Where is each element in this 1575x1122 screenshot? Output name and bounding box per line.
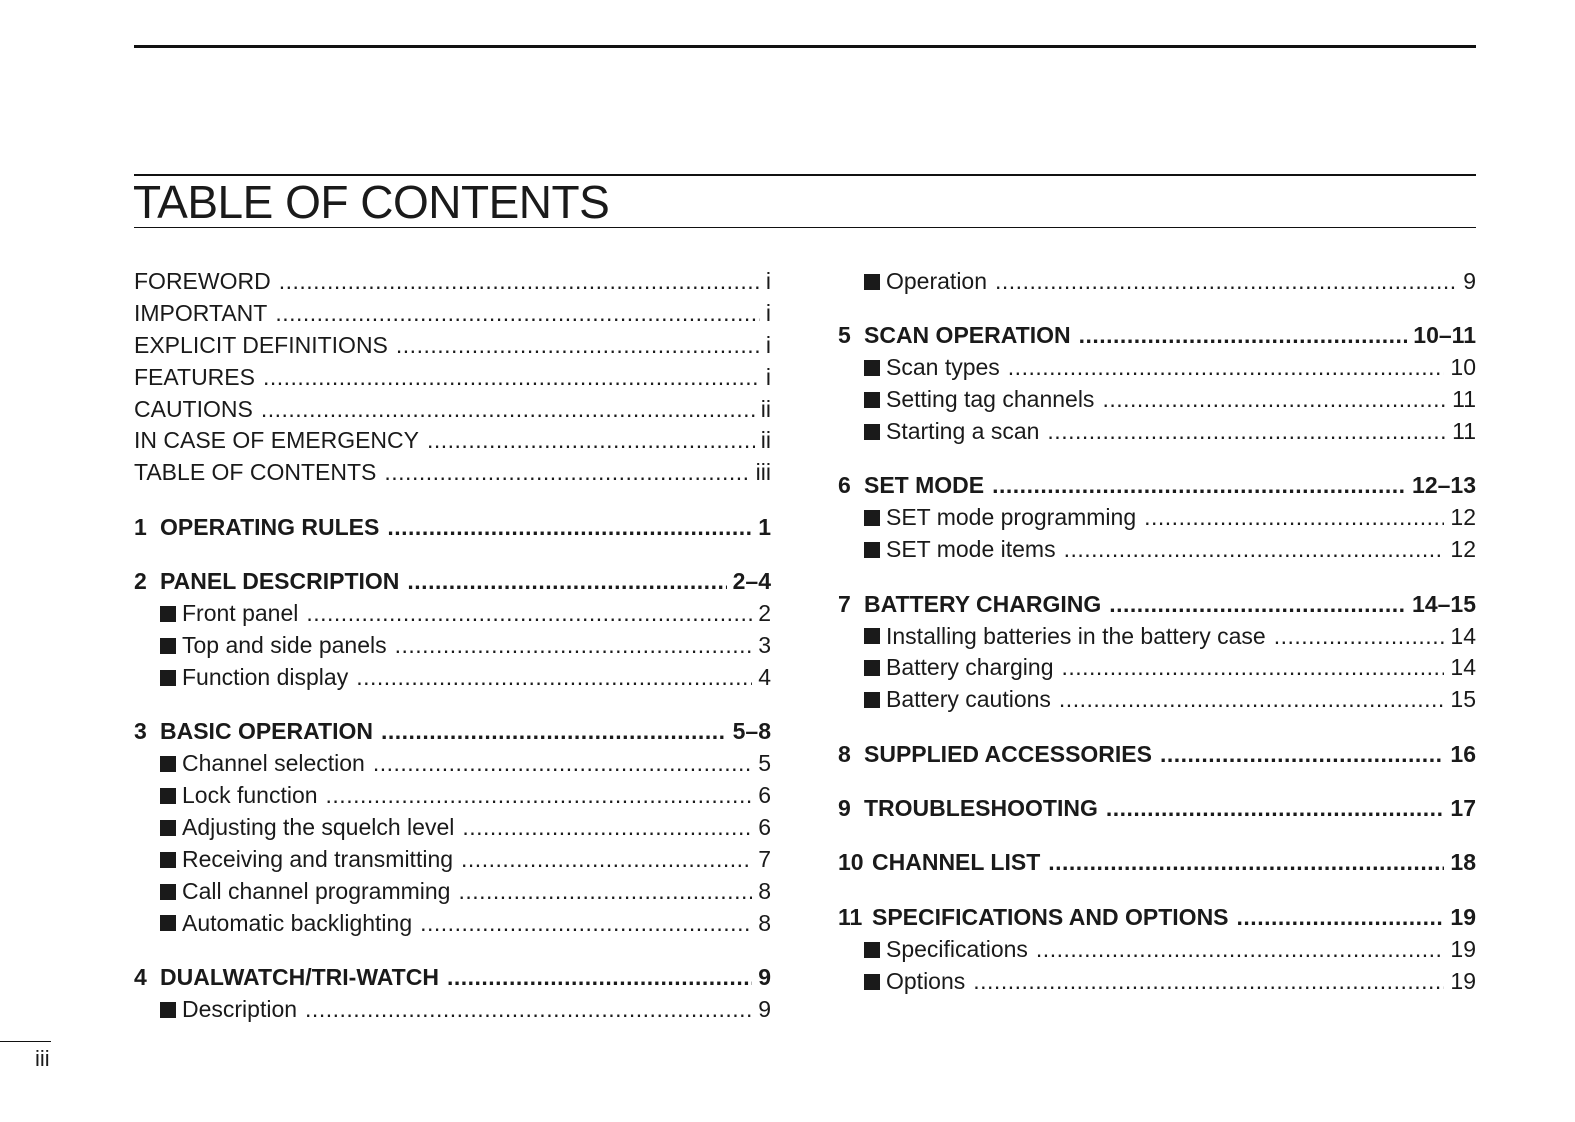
section-gap (134, 489, 771, 512)
section-gap (838, 879, 1476, 902)
square-bullet-icon (864, 942, 880, 958)
toc-chapter-entry[interactable] (838, 847, 1476, 879)
square-bullet-icon (864, 510, 880, 526)
section-gap (838, 716, 1476, 739)
dot-leader (1102, 384, 1446, 416)
section-gap (838, 448, 1476, 471)
square-bullet-icon (160, 915, 176, 931)
toc-entry-label: Function display (182, 663, 349, 690)
dot-leader (992, 470, 1406, 502)
toc-right-column (838, 266, 1476, 998)
dot-leader (407, 566, 726, 598)
dot-leader (1048, 847, 1444, 879)
toc-page-number: 19 (1450, 935, 1476, 962)
toc-chapter-entry[interactable] (134, 512, 771, 544)
toc-page-number: ii (760, 427, 771, 454)
square-bullet-icon (864, 628, 880, 644)
square-bullet-icon (160, 670, 176, 686)
toc-section-entry[interactable] (838, 534, 1476, 566)
chapter-number: 7 (838, 590, 851, 617)
toc-entry-label: SPECIFICATIONS AND OPTIONS (872, 903, 1229, 930)
toc-entry-label: Battery charging (886, 654, 1054, 681)
toc-page-number: 11 (1452, 386, 1476, 413)
toc-page-number: 14 (1450, 654, 1476, 681)
toc-entry-label: FEATURES (134, 363, 255, 390)
toc-section-entry[interactable] (134, 812, 771, 844)
toc-page-number: 4 (758, 663, 771, 690)
toc-chapter-entry[interactable] (838, 739, 1476, 771)
square-bullet-icon (160, 884, 176, 900)
toc-entry-label: FOREWORD (134, 268, 271, 294)
dot-leader (1079, 320, 1408, 352)
toc-page-number: 6 (758, 813, 771, 840)
toc-entry-label: BASIC OPERATION (160, 718, 373, 745)
toc-page-number: 17 (1450, 795, 1476, 822)
toc-page-number: 3 (758, 631, 771, 658)
square-bullet-icon (160, 1002, 176, 1018)
title-rule-bottom (134, 227, 1476, 228)
toc-page-number: i (765, 331, 771, 358)
toc-page-number: 9 (1463, 268, 1476, 294)
toc-entry-label: CHANNEL LIST (872, 849, 1041, 876)
toc-chapter-entry[interactable] (838, 320, 1476, 352)
dot-leader (447, 962, 752, 994)
toc-entry-label: BATTERY CHARGING (864, 590, 1102, 617)
toc-section-entry[interactable] (134, 630, 771, 662)
dot-leader (1047, 416, 1446, 448)
dot-leader (384, 457, 749, 489)
toc-page-number: 2 (758, 600, 771, 627)
toc-page-number: 7 (758, 845, 771, 872)
square-bullet-icon (864, 542, 880, 558)
square-bullet-icon (864, 660, 880, 676)
toc-page-number: ii (760, 395, 771, 422)
dot-leader (1274, 621, 1445, 653)
toc-entry-label: Setting tag channels (886, 386, 1095, 413)
dot-leader (381, 716, 727, 748)
toc-front-entry[interactable] (134, 394, 771, 426)
toc-front-entry[interactable] (134, 457, 771, 489)
toc-chapter-entry[interactable] (134, 716, 771, 748)
toc-section-entry[interactable] (838, 416, 1476, 448)
toc-entry-label: Front panel (182, 600, 299, 627)
toc-page-number: 16 (1450, 740, 1476, 767)
page-title: TABLE OF CONTENTS (133, 176, 610, 228)
dot-leader (1061, 652, 1444, 684)
toc-page-number: 14–15 (1412, 590, 1476, 617)
toc-entry-label: SET mode programming (886, 504, 1137, 531)
chapter-number: 3 (134, 718, 147, 745)
dot-leader (1144, 502, 1444, 534)
square-bullet-icon (160, 852, 176, 868)
square-bullet-icon (864, 274, 880, 290)
square-bullet-icon (160, 820, 176, 836)
square-bullet-icon (160, 606, 176, 622)
toc-page-number: 1 (758, 513, 771, 540)
toc-entry-label: Specifications (886, 935, 1028, 962)
toc-chapter-entry[interactable] (134, 566, 771, 598)
dot-leader (458, 876, 752, 908)
dot-leader (1237, 902, 1445, 934)
toc-page-number: 10–11 (1413, 322, 1476, 349)
square-bullet-icon (160, 788, 176, 804)
toc-page-number: 8 (758, 909, 771, 936)
toc-section-entry[interactable] (134, 994, 771, 1026)
dot-leader (356, 662, 752, 694)
toc-page-number: 10 (1450, 354, 1476, 381)
toc-section-entry[interactable] (134, 780, 771, 812)
toc-section-entry[interactable] (134, 908, 771, 940)
toc-chapter-entry[interactable] (838, 902, 1476, 934)
dot-leader (1109, 589, 1406, 621)
square-bullet-icon (864, 392, 880, 408)
chapter-number: 9 (838, 795, 851, 822)
dot-leader (279, 266, 760, 298)
toc-page-number: 18 (1450, 849, 1476, 876)
dot-leader (396, 330, 760, 362)
toc-entry-label: PANEL DESCRIPTION (160, 568, 400, 595)
toc-section-entry[interactable] (838, 934, 1476, 966)
toc-page-number: 8 (758, 877, 771, 904)
section-gap (838, 825, 1476, 848)
chapter-number: 1 (134, 513, 147, 540)
toc-entry-label: IN CASE OF EMERGENCY (134, 427, 419, 454)
toc-entry-label: Options (886, 967, 966, 994)
toc-entry-label: DUALWATCH/TRI-WATCH (160, 963, 439, 990)
toc-chapter-entry[interactable] (134, 962, 771, 994)
toc-entry-label: TABLE OF CONTENTS (134, 459, 377, 486)
section-gap (838, 771, 1476, 794)
toc-chapter-entry[interactable] (838, 793, 1476, 825)
toc-section-entry[interactable] (134, 662, 771, 694)
square-bullet-icon (160, 638, 176, 654)
footer-rule (0, 1041, 51, 1042)
dot-leader (461, 844, 752, 876)
dot-leader (1160, 739, 1444, 771)
toc-entry-label: Call channel programming (182, 877, 451, 904)
toc-section-entry[interactable] (134, 598, 771, 630)
toc-left-column (134, 266, 771, 1026)
chapter-number: 6 (838, 472, 851, 499)
toc-entry-label: Starting a scan (886, 418, 1040, 445)
dot-leader (1036, 934, 1444, 966)
square-bullet-icon (864, 360, 880, 376)
toc-entry-label: IMPORTANT (134, 299, 268, 326)
toc-entry-label: Automatic backlighting (182, 909, 413, 936)
chapter-number: 11 (838, 903, 863, 930)
toc-entry-label: TROUBLESHOOTING (864, 795, 1098, 822)
toc-page-number: 12–13 (1412, 472, 1476, 499)
section-gap (134, 544, 771, 567)
toc-page-number: 2–4 (732, 568, 771, 595)
toc-page-number: 11 (1452, 418, 1476, 445)
section-gap (134, 694, 771, 717)
header-rule (134, 45, 1476, 48)
dot-leader (263, 362, 760, 394)
toc-section-entry[interactable] (134, 844, 771, 876)
dot-leader (387, 512, 752, 544)
toc-entry-label: Description (182, 995, 298, 1022)
toc-front-entry[interactable] (134, 425, 771, 457)
toc-entry-label: Receiving and transmitting (182, 845, 454, 872)
dot-leader (1008, 352, 1445, 384)
chapter-number: 8 (838, 740, 851, 767)
section-gap (838, 298, 1476, 321)
toc-section-entry[interactable] (838, 266, 1476, 298)
toc-front-entry[interactable] (134, 362, 771, 394)
footer-page-number: iii (35, 1046, 50, 1071)
toc-section-entry[interactable] (838, 502, 1476, 534)
section-gap (838, 566, 1476, 589)
toc-page-number: i (765, 299, 771, 326)
toc-entry-label: SET MODE (864, 472, 985, 499)
toc-entry-label: EXPLICIT DEFINITIONS (134, 331, 388, 358)
toc-page-number: 6 (758, 781, 771, 808)
toc-section-entry[interactable] (838, 652, 1476, 684)
toc-section-entry[interactable] (838, 621, 1476, 653)
dot-leader (1064, 534, 1445, 566)
dot-leader (305, 994, 752, 1026)
toc-entry-label: SET mode items (886, 536, 1056, 563)
toc-entry-label: Top and side panels (182, 631, 387, 658)
toc-entry-label: Channel selection (182, 750, 365, 777)
dot-leader (1059, 684, 1444, 716)
square-bullet-icon (160, 756, 176, 772)
chapter-number: 4 (134, 963, 147, 990)
chapter-number: 10 (838, 849, 864, 876)
dot-leader (427, 425, 755, 457)
square-bullet-icon (864, 974, 880, 990)
toc-section-entry[interactable] (838, 684, 1476, 716)
toc-page-number: 19 (1450, 967, 1476, 994)
toc-page-number: 12 (1450, 536, 1476, 563)
dot-leader (261, 394, 755, 426)
dot-leader (995, 266, 1457, 298)
toc-front-entry[interactable] (134, 266, 771, 298)
dot-leader (395, 630, 753, 662)
toc-chapter-entry[interactable] (838, 589, 1476, 621)
dot-leader (306, 598, 752, 630)
toc-page-number: 15 (1450, 686, 1476, 713)
toc-section-entry[interactable] (838, 352, 1476, 384)
toc-front-entry[interactable] (134, 298, 771, 330)
dot-leader (326, 780, 753, 812)
toc-front-entry[interactable] (134, 330, 771, 362)
square-bullet-icon (864, 692, 880, 708)
toc-page-number: 9 (758, 995, 771, 1022)
toc-entry-label: SCAN OPERATION (864, 322, 1071, 349)
toc-page-number: 5 (758, 750, 771, 777)
dot-leader (275, 298, 760, 330)
chapter-number: 2 (134, 568, 147, 595)
toc-entry-label: Lock function (182, 781, 318, 808)
section-gap (134, 939, 771, 962)
toc-page-number: 5–8 (732, 718, 771, 745)
dot-leader (420, 908, 752, 940)
toc-entry-label: CAUTIONS (134, 395, 253, 422)
toc-section-entry[interactable] (838, 966, 1476, 998)
dot-leader (1106, 793, 1445, 825)
toc-page-number: 14 (1450, 622, 1476, 649)
toc-entry-label: Scan types (886, 354, 1000, 381)
toc-entry-label: Installing batteries in the battery case (886, 622, 1266, 649)
toc-page-number: 9 (758, 963, 771, 990)
toc-page-number: 19 (1450, 903, 1476, 930)
toc-page-number: iii (755, 459, 771, 486)
toc-entry-label: Operation (886, 268, 988, 294)
toc-chapter-entry[interactable] (838, 470, 1476, 502)
toc-section-entry[interactable] (134, 748, 771, 780)
chapter-number: 5 (838, 322, 851, 349)
toc-page-number: 12 (1450, 504, 1476, 531)
toc-entry-label: Adjusting the squelch level (182, 813, 455, 840)
toc-page-number: i (765, 363, 771, 390)
dot-leader (462, 812, 752, 844)
toc-section-entry[interactable] (838, 384, 1476, 416)
toc-entry-label: Battery cautions (886, 686, 1051, 713)
square-bullet-icon (864, 424, 880, 440)
toc-entry-label: SUPPLIED ACCESSORIES (864, 740, 1152, 767)
toc-page-number: i (765, 268, 771, 294)
dot-leader (973, 966, 1444, 998)
toc-section-entry[interactable] (134, 876, 771, 908)
dot-leader (373, 748, 752, 780)
toc-entry-label: OPERATING RULES (160, 513, 380, 540)
